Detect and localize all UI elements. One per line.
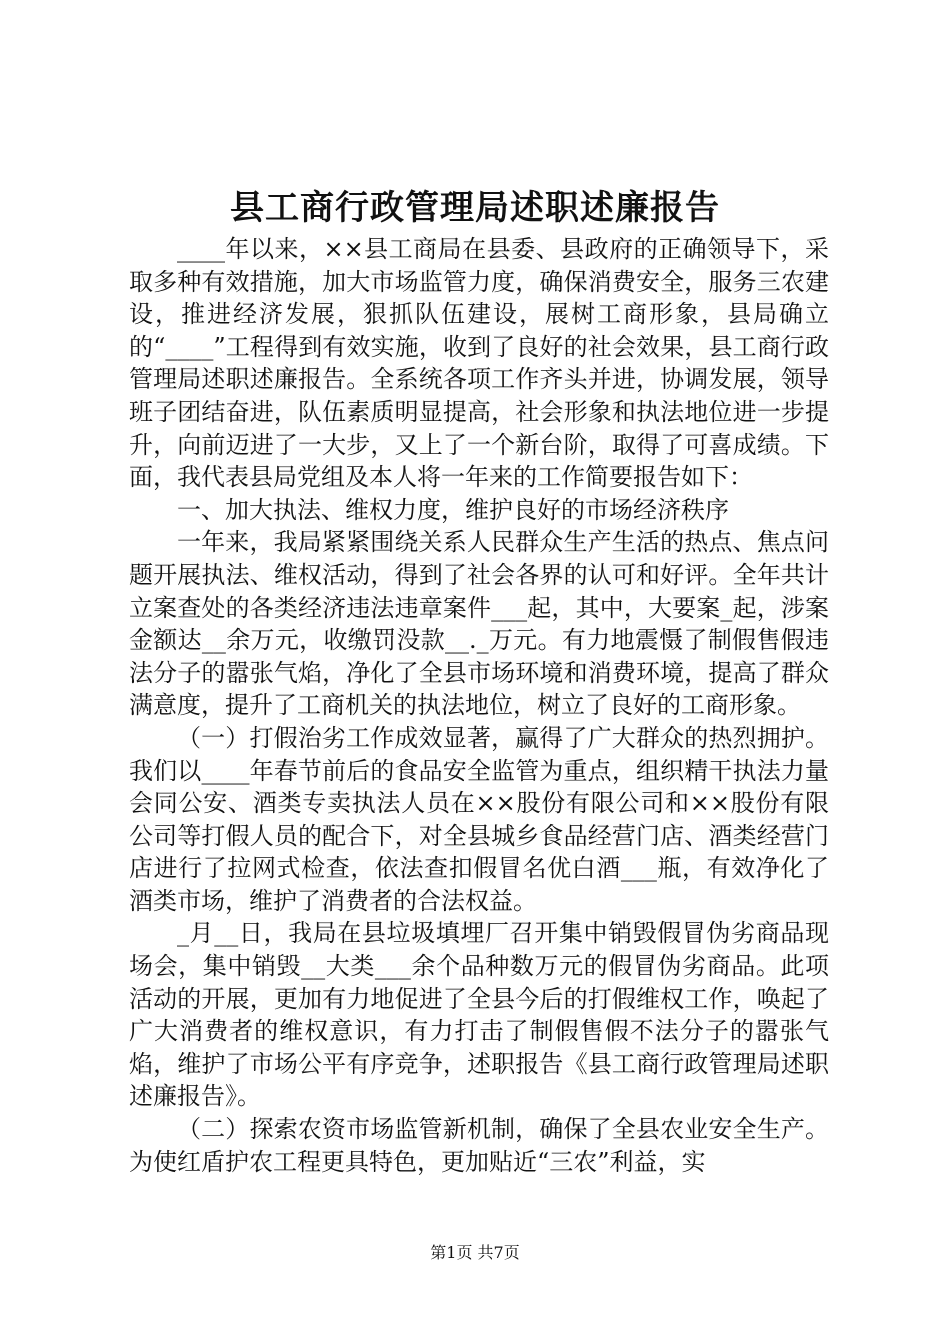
paragraph-destruction-event: _月__日，我局在县垃圾填埋厂召开集中销毁假冒伪劣商品现场会，集中销毁__大类___余个品种数万元的假冒伪劣商品。此项活动的开展，更加有力地促进了全县今后的打假维权工作，唤起了广大消费者的维权意识，有力打击了制假售假不法分子的嚣张气焰，维护了市场公平有序竞争，述职报告《县工商行政管理局述职述廉报告》。 <box>129 919 829 1111</box>
section-heading-1: 一、加大执法、维权力度，维护良好的市场经济秩序 <box>177 495 729 524</box>
paragraph-subsection-1: （一）打假治劣工作成效显著，赢得了广大群众的热烈拥护。我们以____年春节前后的食品安全监管为重点，组织精干执法力量会同公安、酒类专卖执法人员在××股份有限公司和××股份有限公司等打假人员的配合下，对全县城乡食品经营门店、酒类经营门店进行了拉网式检查，依法查扣假冒名优白酒___瓶，有效净化了酒类市场，维护了消费者的合法权益。 <box>129 723 829 915</box>
paragraph-subsection-2: （二）探索农资市场监管新机制，确保了全县农业安全生产。为使红盾护农工程更具特色，更加贴近“三农”利益，实 <box>129 1115 829 1176</box>
paragraph-section-1: 一年来，我局紧紧围绕关系人民群众生产生活的热点、焦点问题开展执法、维权活动，得到了社会各界的认可和好评。全年共计立案查处的各类经济违法违章案件___起，其中，大要案_起，涉案金额达__余万元，收缴罚没款__._万元。有力地震慑了制假售假违法分子的嚣张气焰，净化了全县市场环境和消费环境，提高了群众满意度，提升了工商机关的执法地位，树立了良好的工商形象。 <box>129 528 829 720</box>
page-number: 第1页 共7页 <box>430 1243 520 1262</box>
paragraph-intro: ____年以来，××县工商局在县委、县政府的正确领导下，采取多种有效措施，加大市场监管力度，确保消费安全，服务三农建设，推进经济发展，狠抓队伍建设，展树工商形象，县局确立的“____”工程得到有效实施，收到了良好的社会效果，县工商行政管理局述职述廉报告。全系统各项工作齐头并进，协调发展，领导班子团结奋进，队伍素质明显提高，社会形象和执法地位进一步提升，向前迈进了一大步，又上了一个新台阶，取得了可喜成绩。下面，我代表县局党组及本人将一年来的工作简要报告如下： <box>129 235 829 492</box>
document-title: 县工商行政管理局述职述廉报告 <box>230 188 720 228</box>
document-body <box>129 233 829 1178</box>
